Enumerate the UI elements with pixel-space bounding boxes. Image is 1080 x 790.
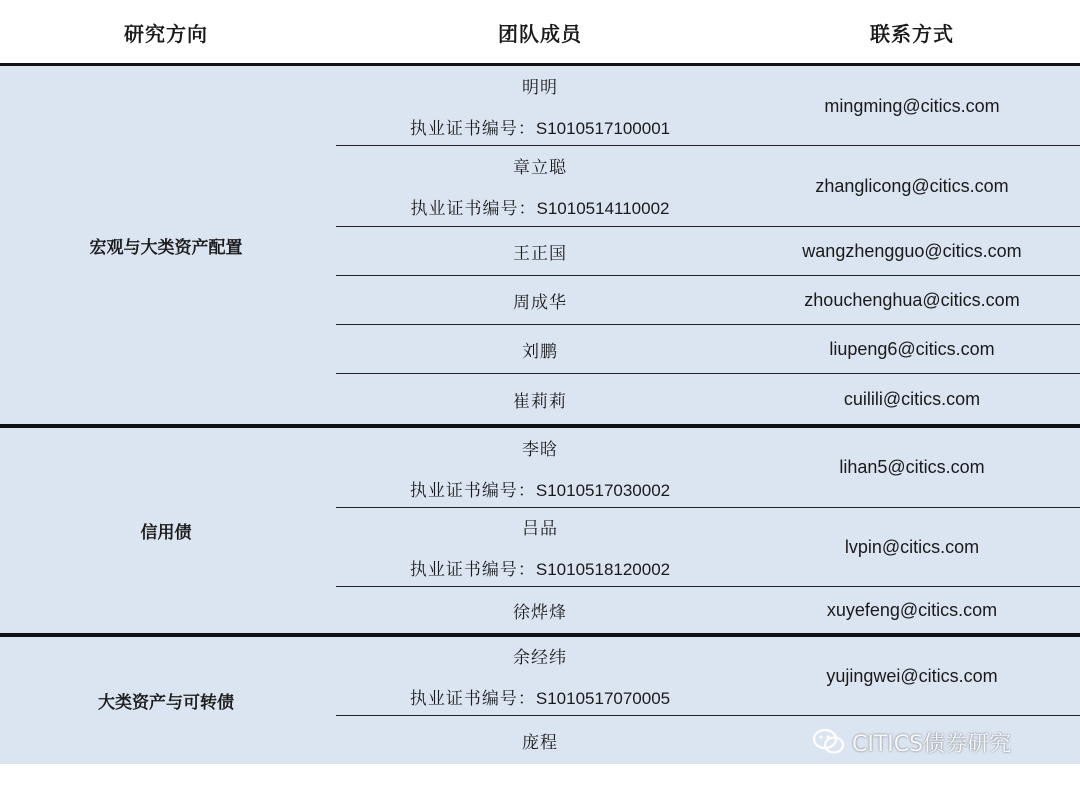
group-label-convertible: 大类资产与可转债 (98, 693, 234, 713)
table-row (336, 66, 1080, 146)
member-name: 崔莉莉 (513, 391, 567, 412)
cert-number: S1010517070005 (535, 689, 671, 708)
watermark-text: CITICS债券研究 (852, 731, 1012, 757)
page-bottom (0, 764, 1080, 790)
table-row (336, 146, 1080, 226)
cert-number: S1010517030002 (535, 480, 671, 500)
group-label-macro: 宏观与大类资产配置 (89, 237, 243, 258)
email-link[interactable]: cuilili@citics.com (843, 388, 981, 409)
cert-label: 执业证书编号： (409, 480, 536, 501)
email-link[interactable]: mingming@citics.com (824, 95, 1000, 116)
table-row (336, 227, 1080, 275)
table-row (336, 325, 1080, 373)
member-name: 章立聪 (513, 158, 567, 178)
cert-number: S1010517100001 (535, 119, 671, 138)
cert-number: S1010514110002 (536, 199, 670, 218)
member-name: 李晗 (522, 439, 558, 460)
member-name: 刘鹏 (522, 341, 558, 362)
member-name: 徐烨烽 (513, 602, 567, 623)
table-row (336, 508, 1080, 586)
header-contact: 联系方式 (870, 21, 954, 46)
member-name: 余经纬 (513, 648, 567, 668)
email-link[interactable]: zhanglicong@citics.com (815, 175, 1009, 196)
email-link[interactable]: lihan5@citics.com (839, 457, 985, 477)
group-label-credit: 信用债 (140, 523, 192, 543)
member-name: 明明 (522, 78, 558, 98)
table-row (336, 374, 1080, 424)
table-row (336, 587, 1080, 633)
email-link[interactable]: lvpin@citics.com (844, 536, 980, 557)
member-name: 吕品 (522, 519, 558, 539)
cert-number: S1010518120002 (535, 560, 671, 579)
member-name: 庞程 (522, 732, 558, 753)
header-research-direction: 研究方向 (124, 21, 208, 46)
table-row (336, 276, 1080, 324)
cert-label: 执业证书编号： (409, 560, 536, 580)
member-name: 王正国 (513, 243, 567, 264)
email-link[interactable]: zhouchenghua@citics.com (804, 289, 1020, 310)
email-link[interactable]: yujingwei@citics.com (826, 665, 998, 686)
email-link[interactable]: xuyefeng@citics.com (826, 599, 998, 620)
table-header (0, 0, 1080, 64)
cert-label: 执业证书编号： (410, 199, 537, 219)
header-team-members: 团队成员 (498, 21, 582, 46)
email-link[interactable]: liupeng6@citics.com (829, 338, 995, 359)
email-link[interactable]: wangzhengguo@citics.com (802, 240, 1022, 261)
wechat-icon (812, 727, 846, 757)
cert-label: 执业证书编号： (409, 119, 536, 139)
cert-label: 执业证书编号： (409, 689, 536, 709)
member-name: 周成华 (513, 292, 567, 313)
table-row (336, 637, 1080, 715)
watermark (812, 722, 1011, 762)
table-row (336, 428, 1080, 507)
